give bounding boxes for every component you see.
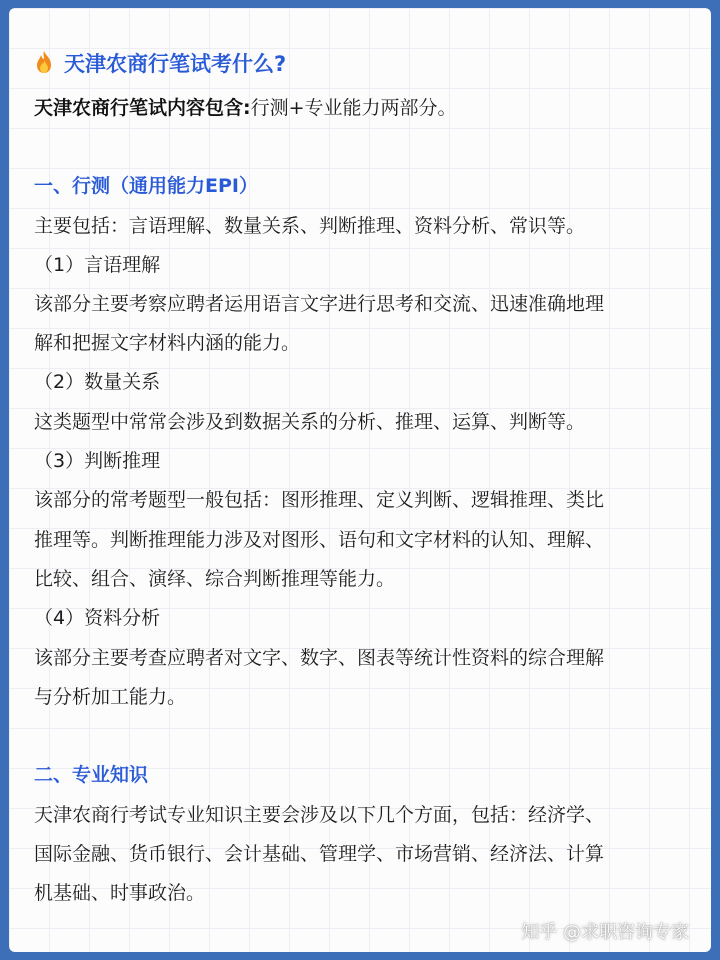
paragraph-line: 解和把握文字材料内涵的能力。: [34, 332, 301, 354]
intro-text: 行测+专业能力两部分。: [250, 97, 457, 119]
paragraph-line: 机基础、时事政治。: [34, 882, 206, 904]
paragraph-line: 比较、组合、演绎、综合判断推理等能力。: [34, 568, 396, 590]
paragraph-line: 该部分的常考题型一般包括：图形推理、定义判断、逻辑推理、类比: [34, 489, 605, 511]
page-title-text: 天津农商行笔试考什么?: [64, 52, 287, 76]
intro-line: [34, 95, 457, 121]
section2-heading: 二、专业知识: [34, 764, 149, 786]
fire-icon: [34, 50, 54, 74]
paragraph-line: 天津农商行考试专业知识主要会涉及以下几个方面，包括：经济学、: [34, 804, 605, 826]
paragraph-line: 推理等。判断推理能力涉及对图形、语句和文字材料的认知、理解、: [34, 529, 605, 551]
watermark: 知乎 @求职咨询专家: [521, 922, 689, 943]
paragraph-line: 该部分主要考查应聘者对文字、数字、图表等统计性资料的综合理解: [34, 647, 605, 669]
item-label: （4）资料分析: [34, 607, 161, 629]
item-label: （3）判断推理: [34, 450, 161, 472]
intro-label: 天津农商行笔试内容包含:: [34, 97, 251, 119]
section1-heading: 一、行测（通用能力EPI）: [34, 175, 258, 197]
item-label: （1）言语理解: [34, 254, 161, 276]
paragraph-line: 这类题型中常常会涉及到数据关系的分析、推理、运算、判断等。: [34, 411, 586, 433]
article-card: [9, 8, 711, 952]
section1-summary: 主要包括：言语理解、数量关系、判断推理、资料分析、常识等。: [34, 215, 586, 237]
paragraph-line: 该部分主要考察应聘者运用语言文字进行思考和交流、迅速准确地理: [34, 293, 605, 315]
item-label: （2）数量关系: [34, 371, 161, 393]
page-title: [34, 50, 286, 77]
paragraph-line: 与分析加工能力。: [34, 686, 187, 708]
paragraph-line: 国际金融、货币银行、会计基础、管理学、市场营销、经济法、计算: [34, 843, 605, 865]
